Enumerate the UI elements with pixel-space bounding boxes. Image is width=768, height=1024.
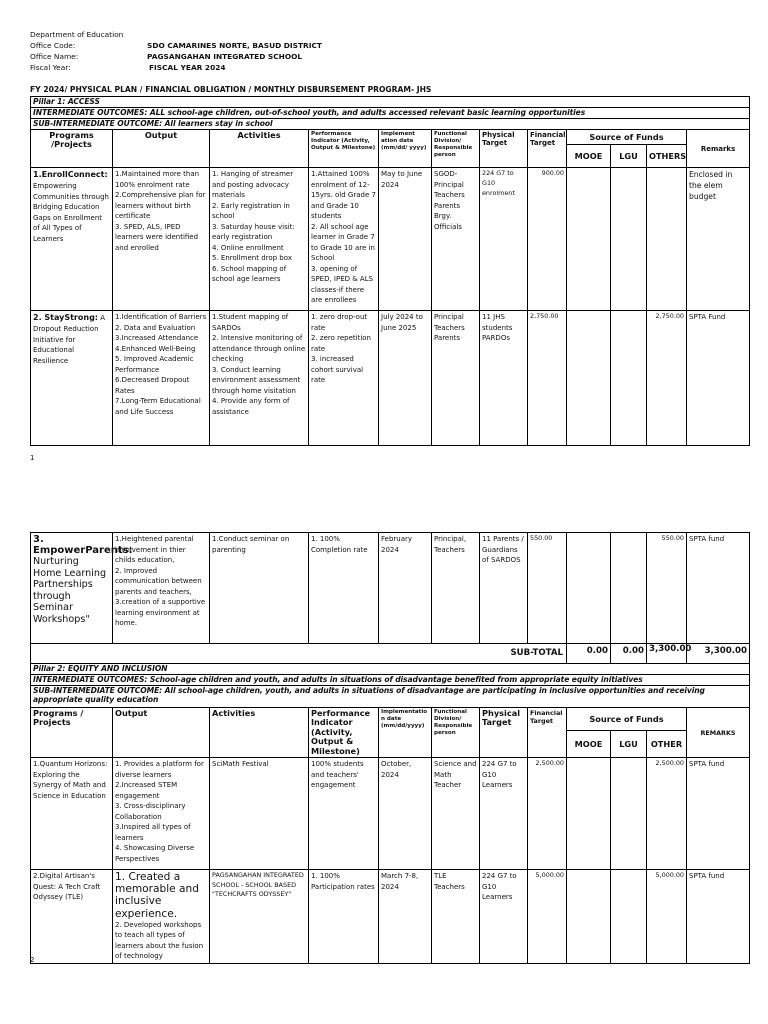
program-desc: Nurturing Home Learning Partnerships through Seminar Workshops"	[33, 556, 107, 625]
output-item: 6.Decreased Dropout Rates	[115, 376, 190, 395]
program-title: 3. EmpowerParents:	[33, 534, 133, 556]
col-programs-header: Programs / Projects	[31, 708, 113, 758]
office-name-label: Office Name:	[30, 52, 79, 61]
output-cell	[113, 870, 210, 964]
output-item: 4.Enhanced Well-Being	[115, 344, 196, 353]
activity-item: 1. Hanging of streamer and posting advocacy materials	[212, 170, 294, 200]
page-number: 1	[30, 454, 35, 462]
col-output-header: Output	[113, 130, 210, 168]
output-cell	[113, 311, 210, 446]
remarks-cell: SPTA Fund	[687, 311, 750, 446]
indicator-item: 3. opening of SPED, IPED & ALS classes-if there are enrollees	[311, 264, 374, 305]
output-item: 1.Identification of Barriers	[115, 313, 207, 322]
lgu-cell	[611, 533, 647, 644]
indicator-item: 2. All school age learner in Grade 7 to Grade 10 are in School	[311, 222, 375, 263]
page2-table	[30, 532, 750, 964]
impl-date-cell: May to June 2024	[379, 168, 432, 311]
financial-target-cell: 550.00	[528, 533, 567, 644]
program-title: 2. StayStrong:	[33, 313, 98, 323]
indicator-cell: 1. 100% Participation rates	[309, 870, 379, 964]
output-item: 2.Comprehensive plan for learners without birth certificate	[115, 191, 206, 221]
activity-item: 6. School mapping of school age learners	[212, 264, 287, 284]
division-cell: Science and Math Teacher	[432, 758, 480, 870]
lgu-cell	[611, 168, 647, 311]
activity-item: 1.Student mapping of SARDOs	[212, 313, 289, 332]
col-output-header: Output	[113, 708, 210, 758]
pillar1-sub-intermediate: SUB-INTERMEDIATE OUTCOME: All learners stay in school	[31, 119, 750, 130]
col-indicator-header: Performance Indicator (Activity, Output & Milestone)	[309, 130, 379, 168]
division-cell: TLE Teachers	[432, 870, 480, 964]
col-indicator-header: Performance Indicator (Activity, Output & Milestone)	[309, 708, 379, 758]
lgu-cell	[611, 758, 647, 870]
remarks-cell: Enclosed in the elem budget	[687, 168, 750, 311]
financial-target-cell: 5,000.00	[528, 870, 567, 964]
indicator-item: 2. zero repetition rate	[311, 334, 371, 353]
activity-item: 3. Conduct learning environment assessment through home visitation	[212, 365, 301, 395]
indicator-cell	[309, 533, 379, 644]
table-row	[31, 168, 750, 311]
output-item: 3.Increased Attendance	[115, 334, 199, 343]
department-label: Department of Education	[30, 30, 124, 39]
pillar1-table	[30, 96, 750, 446]
program-cell	[31, 168, 113, 311]
program-desc: A Dropout Reduction Initiative for Educational Resilience	[33, 314, 106, 365]
output-cell	[113, 533, 210, 644]
output-item: 7.Long-Term Educational and Life Success	[115, 397, 201, 416]
activity-item: 4. Provide any form of assistance	[212, 397, 290, 416]
fiscal-year-value: FISCAL YEAR 2024	[149, 63, 226, 72]
remarks-cell: SPTA fund	[687, 533, 750, 644]
physical-target-cell: 11 Parents / Guardians of SARDOS	[480, 533, 528, 644]
subtotal-lgu: 0.00	[611, 644, 647, 664]
output-cell	[113, 758, 210, 870]
other-cell: 2,500.00	[647, 758, 687, 870]
col-division-header: Functional Division/ Responsible person	[432, 130, 480, 168]
mooe-cell	[567, 870, 611, 964]
table-row	[31, 311, 750, 446]
lgu-cell	[611, 311, 647, 446]
indicator-cell	[309, 311, 379, 446]
col-remarks-header: REMARKS	[687, 708, 750, 758]
col-remarks-header: Remarks	[687, 130, 750, 168]
mooe-cell	[567, 311, 611, 446]
output-item: 1.Heightened parental involvement in thier childs education,	[115, 535, 194, 564]
output-item: 1. Created a memorable and inclusive experience.	[115, 871, 199, 920]
lgu-cell	[611, 870, 647, 964]
output-item: 5. Improved Academic Performance	[115, 355, 194, 374]
impl-date-cell: July 2024 to June 2025	[379, 311, 432, 446]
output-item: 4. Showcasing Diverse Perspectives	[115, 844, 195, 863]
page-number: 2	[30, 956, 35, 964]
activity-item: 2. Early registration in school	[212, 201, 290, 221]
output-item: 2.Increased STEM engagement	[115, 781, 178, 800]
output-item: 3. Cross-disciplinary Collaboration	[115, 802, 186, 821]
pillar2-title: Pillar 2: EQUITY AND INCLUSION	[31, 664, 750, 675]
output-item: 3.Inspired all types of learners	[115, 823, 191, 842]
program-cell: 2.Digital Artisan's Quest: A Tech Craft Odyssey (TLE)	[31, 870, 113, 964]
activity-item: 4. Online enrollment	[212, 243, 284, 252]
subtotal-mooe: 0.00	[567, 644, 611, 664]
division-cell: SGOD-Principal Teachers Parents Brgy. Officials	[432, 168, 480, 311]
col-activities-header: Activities	[210, 708, 309, 758]
output-item: 2. Improved communication between parents and teachers,	[115, 566, 202, 596]
impl-date-cell: February 2024	[379, 533, 432, 644]
other-cell: 5,000.00	[647, 870, 687, 964]
col-other-header: OTHER	[647, 730, 687, 758]
office-name-value: PAGSANGAHAN INTEGRATED SCHOOL	[147, 52, 303, 61]
program-cell	[31, 311, 113, 446]
impl-date-cell: October, 2024	[379, 758, 432, 870]
physical-target-cell: 224 G7 to G10 enrolment	[480, 168, 528, 311]
col-mooe-header: MOOE	[567, 145, 611, 168]
col-division-header: Functional Division/ Responsible person	[432, 708, 480, 758]
indicator-cell: 100% students and teachers' engagement	[309, 758, 379, 870]
output-item: 2. Data and Evaluation	[115, 323, 196, 332]
others-cell: 550.00	[647, 533, 687, 644]
activity-item: 3. Saturday house visit: early registration	[212, 222, 295, 242]
col-mooe-header: MOOE	[567, 730, 611, 758]
col-financial-header: Financial Target	[528, 708, 567, 758]
pillar1-title: Pillar 1: ACCESS	[31, 97, 750, 108]
col-others-header: OTHERS	[647, 145, 687, 168]
activity-item: 2. Intensive monitoring of attendance through online checking	[212, 334, 306, 364]
activities-cell: SciMath Festival	[210, 758, 309, 870]
subtotal-remarks: 3,300.00	[687, 644, 750, 664]
plan-title: FY 2024/ PHYSICAL PLAN / FINANCIAL OBLIGATION / MONTHLY DISBURSEMENT PROGRAM- JHS	[30, 85, 432, 94]
subtotal-others: 3,300.00	[647, 644, 687, 664]
mooe-cell	[567, 168, 611, 311]
indicator-item: 1. 100% Completion rate	[311, 535, 368, 554]
col-physical-header: Physical Target	[480, 130, 528, 168]
remarks-cell: SPTA fund	[687, 758, 750, 870]
document-header	[30, 31, 430, 77]
financial-target-cell: 900.00	[528, 168, 567, 311]
col-financial-header: Financial Target	[528, 130, 567, 168]
col-activities-header: Activities	[210, 130, 309, 168]
program-cell	[31, 533, 133, 644]
subtotal-label: SUB-TOTAL	[31, 644, 567, 664]
pillar1-intermediate: INTERMEDIATE OUTCOMES: ALL school-age children, out-of-school youth, and adults accessed relevant basic learning opportunities	[31, 108, 750, 119]
subtotal-row	[31, 644, 750, 664]
source-of-funds-header: Source of Funds	[567, 130, 687, 145]
activities-cell	[210, 311, 309, 446]
output-item: 1.Maintained more than 100% enrolment rate	[115, 170, 200, 189]
output-item: 3. SPED, ALS, IPED learners were identified and enrolled	[115, 222, 199, 252]
division-cell: Principal, Teachers	[432, 533, 480, 644]
remarks-cell: SPTA fund	[687, 870, 750, 964]
financial-target-cell: 2,750.00	[528, 311, 567, 446]
pillar2-intermediate: INTERMEDIATE OUTCOMES: School-age children and youth, and adults in situations of disadvantage benefited from appropriate equity initiatives	[31, 675, 750, 686]
col-lgu-header: LGU	[611, 145, 647, 168]
output-cell	[113, 168, 210, 311]
financial-target-cell: 2,500.00	[528, 758, 567, 870]
table-row	[31, 533, 750, 644]
activities-cell	[210, 533, 309, 644]
physical-target-cell: 11 JHS students PARDOs	[480, 311, 528, 446]
physical-target-cell: 224 G7 to G10 Learners	[480, 870, 528, 964]
col-impl-date-header: Implement ation date (mm/dd/ yyyy)	[379, 130, 432, 168]
output-item: 2. Developed workshops to teach all types of learners about the fusion of technology	[115, 920, 204, 961]
indicator-item: 1. zero drop-out rate	[311, 313, 368, 332]
program-title: 1.EnrollConnect:	[33, 170, 108, 180]
others-cell	[647, 168, 687, 311]
division-cell: Principal Teachers Parents	[432, 311, 480, 446]
pillar2-sub-intermediate: SUB-INTERMEDIATE OUTCOME: All school-age children, youth, and adults in situations of disadvantage are participating in inclusive opportunities and receiving appropriate quality education	[31, 686, 750, 708]
others-cell: 2,750.00	[647, 311, 687, 446]
source-of-funds-header: Source of Funds	[567, 708, 687, 731]
program-desc: Empowering Communities through Bridging Education Gaps on Enrollment of All Types of Learners	[33, 182, 109, 243]
mooe-cell	[567, 758, 611, 870]
mooe-cell	[567, 533, 611, 644]
activities-cell	[210, 168, 309, 311]
col-impl-date-header: Implementatio n date (mm/dd/yyyy)	[379, 708, 432, 758]
indicator-item: 3. increased cohort survival rate	[311, 355, 364, 385]
output-item: 1. Provides a platform for diverse learners	[115, 760, 204, 779]
output-item: 3.creation of a supportive learning environment at home.	[115, 598, 206, 627]
col-physical-header: Physical Target	[480, 708, 528, 758]
office-code-label: Office Code:	[30, 41, 76, 50]
table-row	[31, 758, 750, 870]
table-row	[31, 870, 750, 964]
col-lgu-header: LGU	[611, 730, 647, 758]
activity-item: 1.Conduct seminar on parenting	[212, 535, 290, 554]
activity-item: 5. Enrollment drop box	[212, 254, 292, 263]
col-programs-header: Programs /Projects	[31, 130, 113, 168]
activities-cell: PAGSANGAHAN INTEGRATED SCHOOL - SCHOOL BASED "TECHCRAFTS ODYSSEY"	[210, 870, 309, 964]
office-code-value: SDO CAMARINES NORTE, BASUD DISTRICT	[147, 41, 322, 50]
indicator-item: 1.Attained 100% enrolment of 12-15yrs. old Grade 7 and Grade 10 students	[311, 170, 376, 221]
indicator-cell	[309, 168, 379, 311]
fiscal-year-label: Fiscal Year:	[30, 63, 71, 72]
physical-target-cell: 224 G7 to G10 Learners	[480, 758, 528, 870]
program-cell: 1.Quantum Horizons: Exploring the Synergy of Math and Science in Education	[31, 758, 113, 870]
impl-date-cell: March 7-8, 2024	[379, 870, 432, 964]
